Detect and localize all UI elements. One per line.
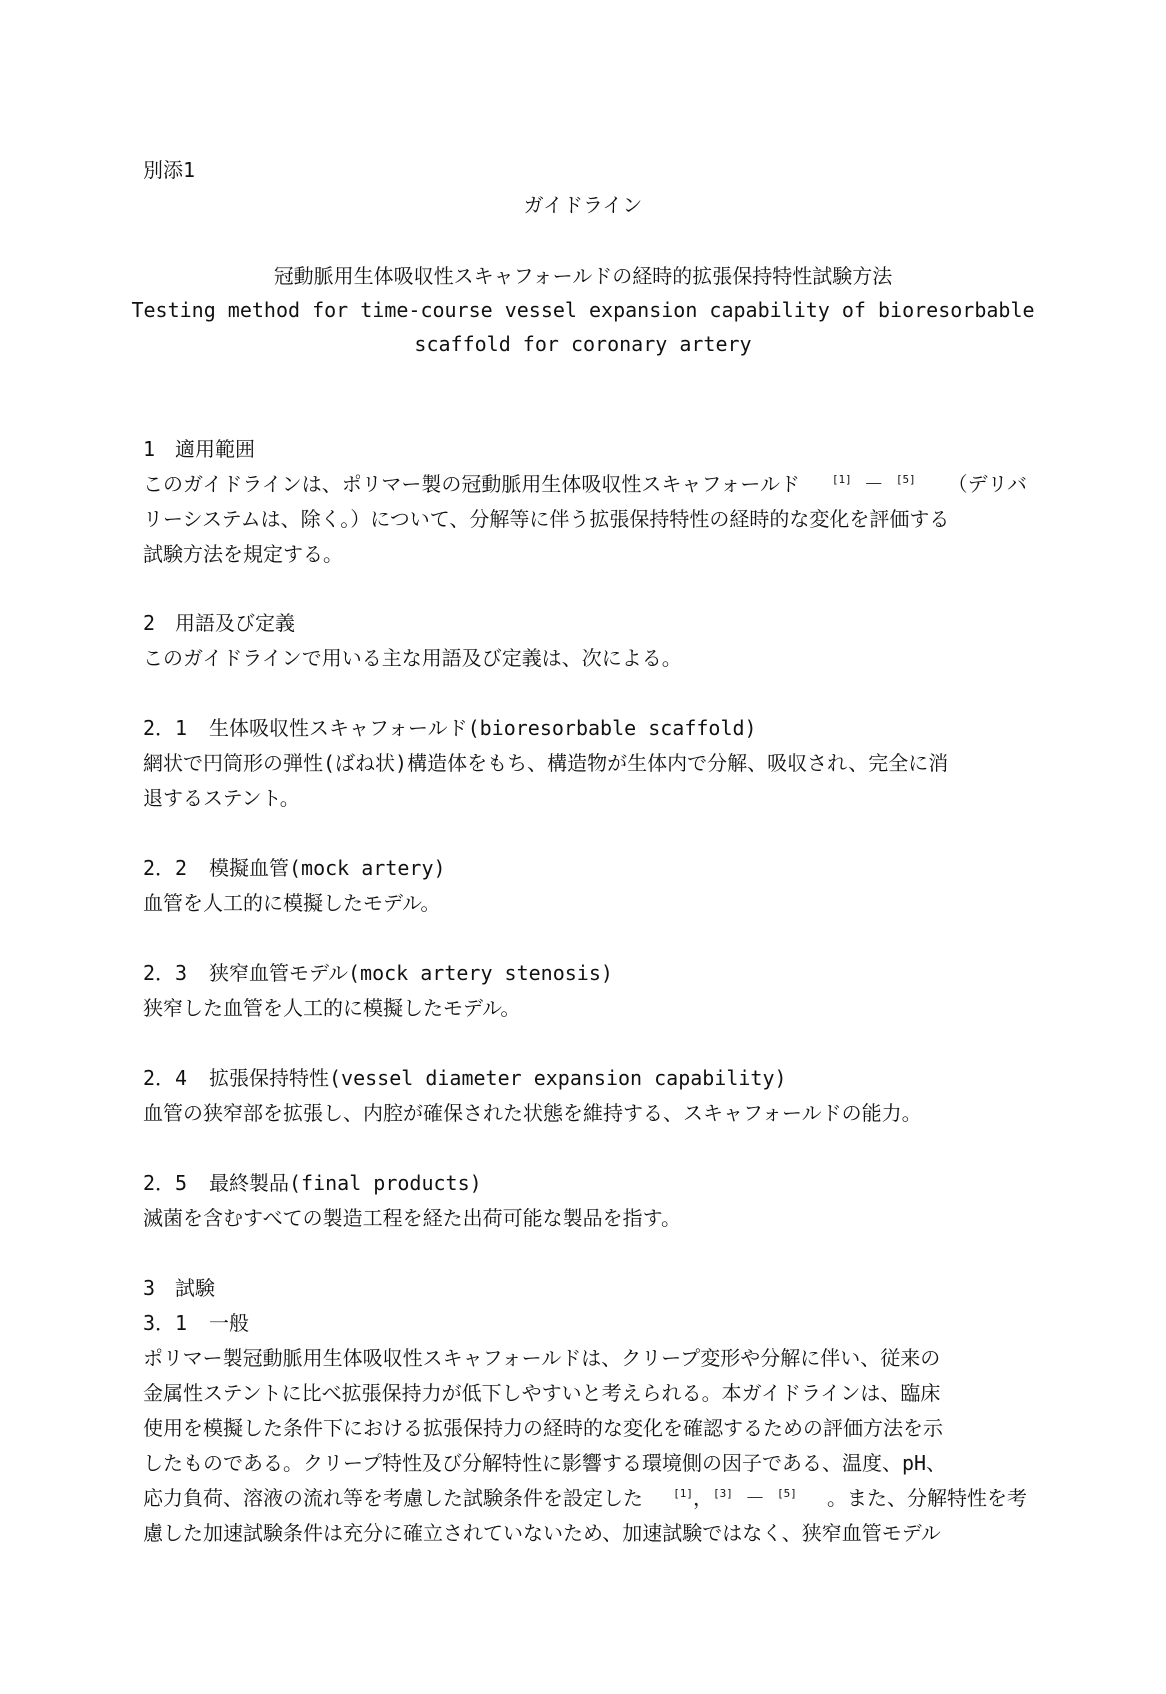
definition-term: 模擬血管(mock artery)	[209, 856, 446, 880]
section-2-intro: このガイドラインで用いる主な用語及び定義は、次による。	[143, 646, 682, 670]
definition-2-2-heading	[143, 856, 446, 880]
subsection-title: 一般	[209, 1311, 249, 1335]
subsection-number: 2．2	[143, 856, 188, 880]
range-dash: －	[863, 472, 884, 496]
citation-ref: [3]	[713, 1487, 733, 1500]
subsection-number: 2．5	[143, 1171, 188, 1195]
title-japanese: 冠動脈用生体吸収性スキャフォールドの経時的拡張保持特性試験方法	[273, 264, 893, 288]
section-number: 3	[143, 1276, 156, 1300]
definition-2-4-body: 血管の狭窄部を拡張し、内腔が確保された状態を維持する、スキャフォールドの能力。	[143, 1101, 922, 1125]
section-title: 試験	[175, 1276, 215, 1300]
definition-2-1-heading	[143, 716, 757, 740]
definition-term: 最終製品(final products)	[209, 1171, 482, 1195]
paragraph-line: 退するステント。	[143, 786, 300, 810]
definition-2-5-body: 滅菌を含むすべての製造工程を経た出荷可能な製品を指す。	[143, 1206, 681, 1230]
definition-term: 生体吸収性スキャフォールド(bioresorbable scaffold)	[209, 716, 757, 740]
paragraph-line: 網状で円筒形の弾性(ばね状)構造体をもち、構造物が生体内で分解、吸収され、完全に消	[143, 751, 949, 775]
subsection-number: 2．4	[143, 1066, 188, 1090]
section-3-heading	[143, 1276, 215, 1300]
title-english-line-2: scaffold for coronary artery	[414, 332, 752, 356]
paragraph-line	[143, 1486, 1027, 1510]
definition-2-3-body: 狭窄した血管を人工的に模擬したモデル。	[143, 996, 521, 1020]
text-run: 応力負荷、溶液の流れ等を考慮した試験条件を設定した	[143, 1486, 643, 1510]
text-run: このガイドラインは、ポリマー製の冠動脈用生体吸収性スキャフォールド	[143, 472, 800, 496]
paragraph-line: リーシステムは、除く。）について、分解等に伴う拡張保持特性の経時的な変化を評価する	[143, 507, 950, 531]
text-run: 。また、分解特性を考	[827, 1486, 1027, 1510]
paragraph-line: 使用を模擬した条件下における拡張保持力の経時的な変化を確認するための評価方法を示	[143, 1416, 943, 1440]
text-run: （デリバ	[947, 472, 1027, 496]
citation-group	[673, 1486, 797, 1510]
citation-ref: [5]	[776, 1487, 797, 1500]
attachment-label: 別添1	[143, 158, 196, 182]
section-title: 用語及び定義	[175, 611, 295, 635]
definition-2-2-body: 血管を人工的に模擬したモデル。	[143, 891, 441, 915]
subsection-3-1-heading	[143, 1311, 249, 1335]
citation-ref: [1]	[673, 1487, 694, 1500]
section-2-heading	[143, 611, 295, 635]
title-english-line-1: Testing method for time-course vessel expansion capability of bioresorbable	[131, 298, 1035, 322]
definition-2-5-heading	[143, 1171, 482, 1195]
citation-ref: [1]	[831, 473, 852, 486]
section-number: 1	[143, 437, 156, 461]
paragraph-line	[143, 472, 1027, 496]
subsection-number: 2．3	[143, 961, 188, 985]
paragraph-line: ポリマー製冠動脈用生体吸収性スキャフォールドは、クリープ変形や分解に伴い、従来の	[143, 1346, 941, 1370]
section-1-heading	[143, 437, 255, 461]
definition-term: 狭窄血管モデル(mock artery stenosis)	[209, 961, 613, 985]
paragraph-line: 試験方法を規定する。	[143, 542, 343, 566]
citation-range	[832, 472, 916, 496]
subsection-number: 3．1	[143, 1311, 188, 1335]
paragraph-line: 慮した加速試験条件は充分に確立されていないため、加速試験ではなく、狭窄血管モデル	[143, 1521, 941, 1545]
range-dash: －	[744, 1486, 765, 1510]
section-title: 適用範囲	[175, 437, 255, 461]
definition-term: 拡張保持特性(vessel diameter expansion capability)	[209, 1066, 787, 1090]
definition-2-3-heading	[143, 961, 613, 985]
citation-ref: [5]	[895, 473, 916, 486]
paragraph-line: 金属性ステントに比べ拡張保持力が低下しやすいと考えられる。本ガイドラインは、臨床	[143, 1381, 941, 1405]
section-number: 2	[143, 611, 156, 635]
citation-separator: ，	[693, 1486, 714, 1510]
paragraph-line: したものである。クリープ特性及び分解特性に影響する環境側の因子である、温度、pH、	[143, 1451, 947, 1475]
subsection-number: 2．1	[143, 716, 188, 740]
doc-type-title: ガイドライン	[523, 193, 643, 217]
definition-2-4-heading	[143, 1066, 787, 1090]
